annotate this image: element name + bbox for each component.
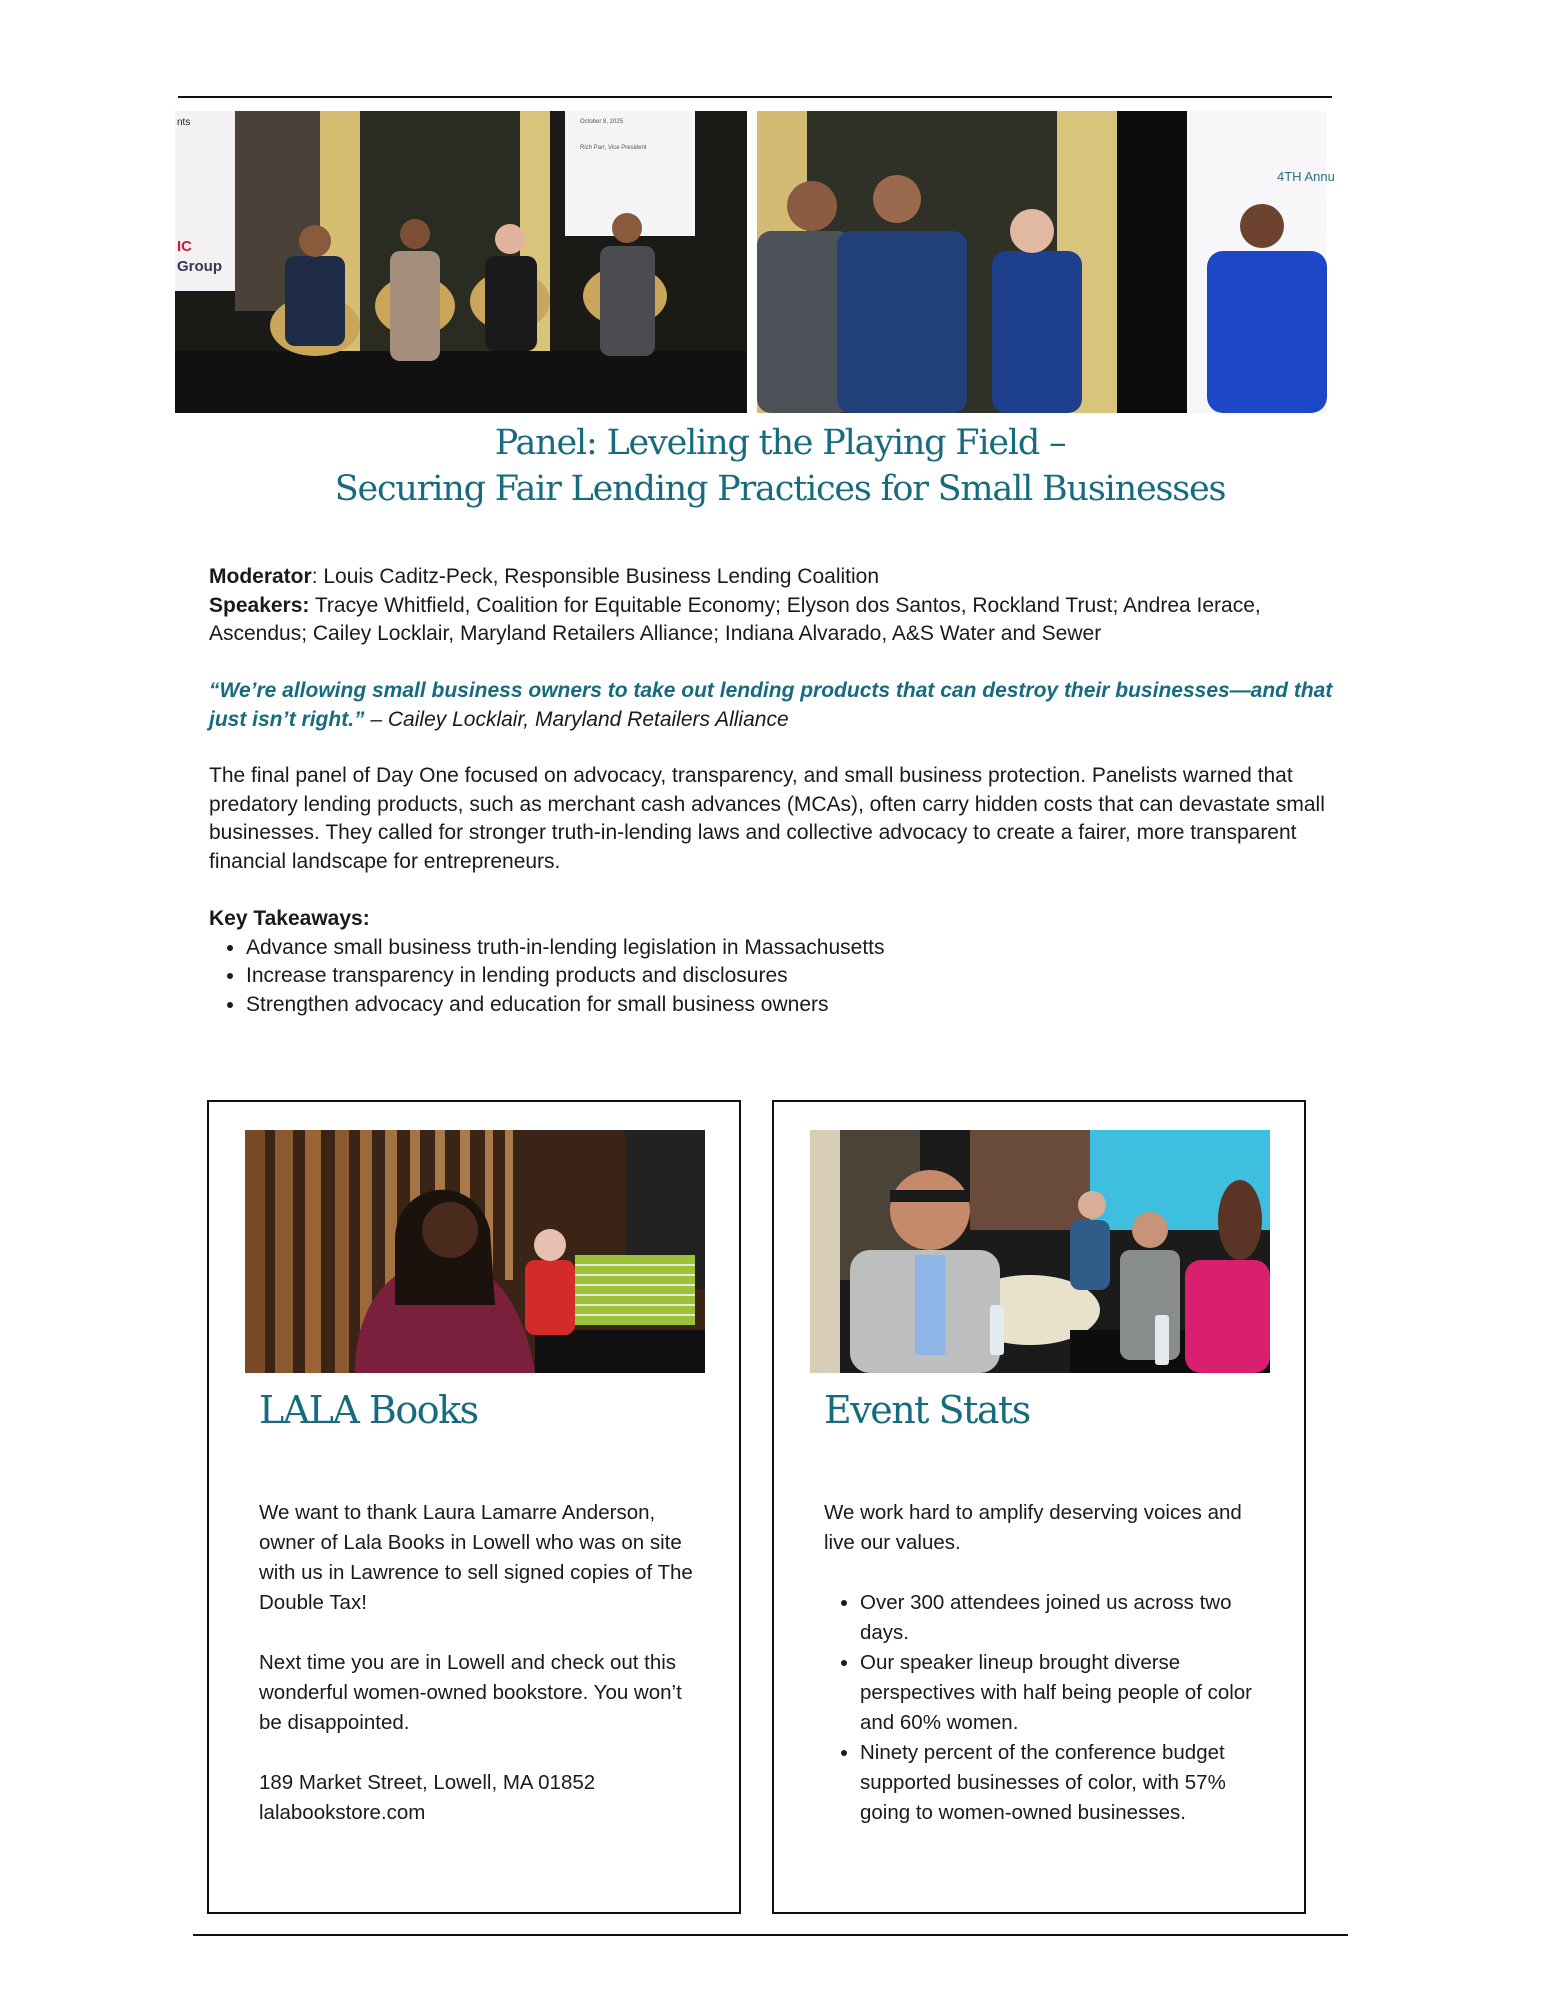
takeaway-item: • Advance small business truth-in-lending legislation in Massachusetts bbox=[246, 934, 1359, 963]
lala-books-card bbox=[207, 1100, 741, 1914]
lala-books-title: LALA Books bbox=[259, 1388, 478, 1432]
svg-text:Rich Parr, Vice President: Rich Parr, Vice President bbox=[580, 145, 647, 151]
panel-summary: The final panel of Day One focused on advocacy, transparency, and small business protection. Panelists warned that predatory lending products, such as merchant cash advances (MCAs), often carry hidden costs that can devastate small businesses. They called for stronger truth-in-lending laws and collective advocacy to create a fairer, more transparent financial landscape for entrepreneurs. bbox=[209, 764, 1325, 873]
lala-books-address: 189 Market Street, Lowell, MA 01852 bbox=[259, 1771, 596, 1794]
event-stats-list bbox=[824, 1588, 1264, 1828]
lala-books-body bbox=[259, 1498, 699, 1828]
svg-text:October 8, 2025: October 8, 2025 bbox=[580, 119, 624, 125]
moderator-text: : Louis Caditz-Peck, Responsible Business Lending Coalition bbox=[311, 565, 880, 588]
svg-text:Group: Group bbox=[177, 258, 222, 275]
event-stats-title: Event Stats bbox=[824, 1388, 1030, 1432]
panel-title-line2: Securing Fair Lending Practices for Small Businesses bbox=[334, 469, 1226, 509]
takeaways-heading: Key Takeaways: bbox=[209, 907, 370, 930]
event-stats-card bbox=[772, 1100, 1306, 1914]
quote-attribution: – Cailey Locklair, Maryland Retailers Alliance bbox=[364, 707, 789, 731]
stat-item: • Over 300 attendees joined us across two days. bbox=[860, 1588, 1264, 1648]
panel-quote bbox=[209, 677, 1359, 734]
stat-item: • Ninety percent of the conference budget supported businesses of color, with 57% going to women-owned businesses. bbox=[860, 1738, 1264, 1828]
takeaways-list bbox=[209, 934, 1359, 1020]
moderator-line bbox=[209, 563, 1359, 592]
lala-books-para2: Next time you are in Lowell and check out this wonderful women-owned bookstore. You won’t be disappointed. bbox=[259, 1651, 682, 1734]
panel-title bbox=[170, 420, 1390, 512]
top-divider bbox=[178, 96, 1332, 98]
screen-text: 4TH Annu bbox=[1277, 169, 1335, 184]
svg-text:IC: IC bbox=[177, 238, 192, 255]
stat-item: • Our speaker lineup brought diverse perspectives with half being people of color and 60% women. bbox=[860, 1648, 1264, 1738]
panel-title-line1: Panel: Leveling the Playing Field – bbox=[494, 423, 1066, 463]
takeaway-item: • Strengthen advocacy and education for small business owners bbox=[246, 991, 1359, 1020]
lala-books-para1: We want to thank Laura Lamarre Anderson, owner of Lala Books in Lowell who was on site with us in Lawrence to sell signed copies of The Double Tax! bbox=[259, 1501, 693, 1614]
speakers-label: Speakers: bbox=[209, 593, 310, 617]
screen-text: nts bbox=[177, 117, 191, 128]
bottom-divider bbox=[193, 1934, 1348, 1936]
lala-books-website[interactable]: lalabookstore.com bbox=[259, 1801, 426, 1824]
lala-books-photo bbox=[245, 1130, 705, 1373]
quote-text: “We’re allowing small business owners to take out lending products that can destroy their businesses—and that just isn’t right.” bbox=[209, 679, 1333, 731]
takeaway-item: • Increase transparency in lending products and disclosures bbox=[246, 962, 1359, 991]
key-takeaways bbox=[209, 905, 1359, 1019]
panel-photo-right bbox=[757, 111, 1335, 413]
speakers-line bbox=[209, 592, 1359, 649]
event-stats-body bbox=[824, 1498, 1264, 1828]
panel-credits bbox=[209, 563, 1359, 649]
speakers-text: Tracye Whitfield, Coalition for Equitable Economy; Elyson dos Santos, Rockland Trust; Andrea Ierace, Ascendus; Cailey Locklair, Maryland Retailers Alliance; Indiana Alvarado, A&S Water and Sewer bbox=[209, 593, 1261, 645]
panel-photo-left bbox=[175, 111, 747, 413]
event-stats-photo bbox=[810, 1130, 1270, 1373]
event-stats-intro: We work hard to amplify deserving voices and live our values. bbox=[824, 1501, 1242, 1554]
moderator-label: Moderator bbox=[209, 565, 312, 588]
